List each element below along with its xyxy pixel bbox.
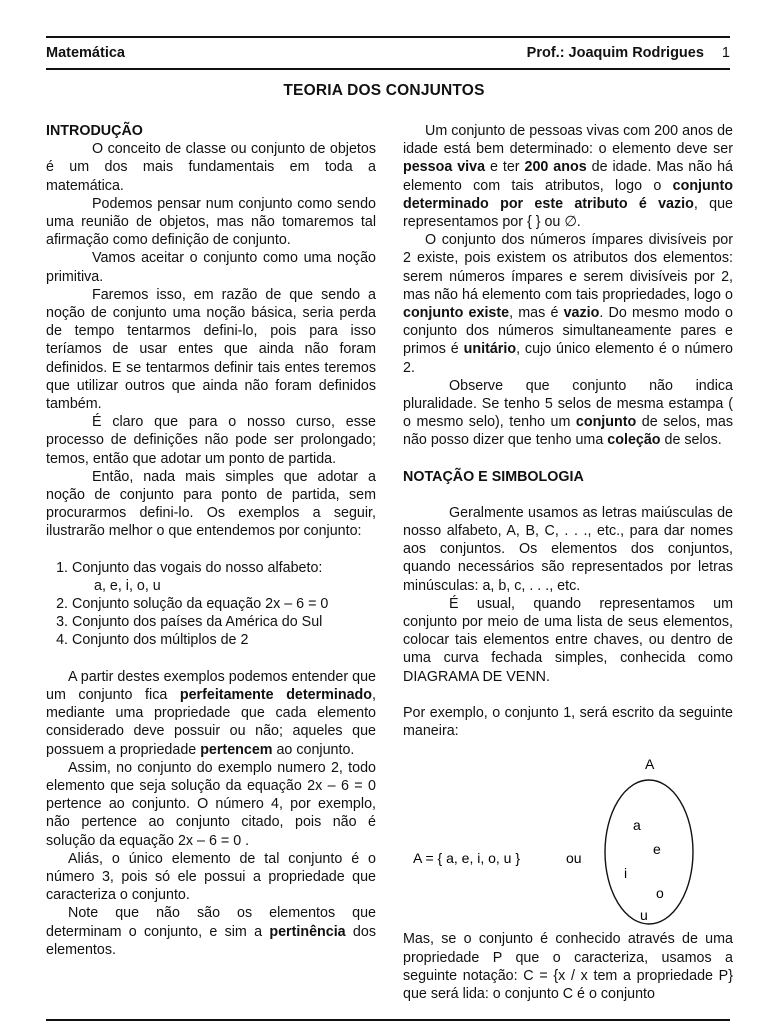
- paragraph: É claro que para o nosso curso, esse processo de definições não pode ser prolongado; temos, então que adotar um ponto de partida.: [46, 414, 376, 467]
- spacer: [403, 450, 733, 468]
- document-title: TEORIA DOS CONJUNTOS: [283, 82, 485, 99]
- list-item-subtext: a, e, i, o, u: [94, 577, 161, 594]
- paragraph: Note que não são os elementos que determinam o conjunto, e sim a pertinência dos elementos.: [46, 905, 376, 958]
- page-header: [46, 36, 730, 70]
- header-author: Prof.: Joaquim Rodrigues: [526, 45, 704, 61]
- paragraph: Faremos isso, em razão de que sendo a noção de conjunto uma noção básica, seria perda de tempo tentarmos defini-lo, pois para isso teríamos de usar entes que ainda não foram definidos. E se tentarmos definir tais entes teremos que utilizar outros que ainda não foram definidos também.: [46, 286, 376, 413]
- venn-set-label: A: [645, 756, 655, 773]
- right-column: [403, 122, 733, 1003]
- paragraph: Observe que conjunto não indica pluralidade. Se tenho 5 selos de mesma estampa ( o mesmo selo), tenho um conjunto de selos, mas não posso dizer que tenho uma coleção de selos.: [403, 377, 733, 449]
- paragraph: Mas, se o conjunto é conhecido através de uma propriedade P que o caracteriza, usamos a seguinte notação: C = {x / x tem a propriedade P} que será lida: o conjunto C é o conjunto: [403, 931, 733, 1002]
- spacer: [403, 486, 733, 504]
- examples-list: [46, 559, 376, 650]
- paragraph: Por exemplo, o conjunto 1, será escrito da seguinte maneira:: [403, 704, 733, 740]
- section-heading-introducao: INTRODUÇÃO: [46, 123, 143, 139]
- footer-rule: [46, 1019, 730, 1021]
- paragraph: Vamos aceitar o conjunto como uma noção primitiva.: [46, 250, 376, 285]
- venn-element: o: [656, 885, 664, 902]
- venn-element: a: [633, 817, 641, 834]
- spacer: [46, 541, 376, 559]
- section-heading-notacao: NOTAÇÃO E SIMBOLOGIA: [403, 468, 584, 485]
- spacer: [46, 650, 376, 668]
- paragraph: O conjunto dos números ímpares divisíveis por 2 existe, pois existem os atributos dos elementos: serem números ímpares e serem divisíveis por 2, mas não há elemento com tais propriedades, logo o conjunto existe, mas é vazio. Do mesmo modo o conjunto dos números simultaneamente pares e primos é unitário, cujo único elemento é o número 2.: [403, 232, 733, 376]
- paragraph: É usual, quando representamos um conjunto por meio de uma lista de seus elementos, colocar tais elementos entre chaves, ou dentro de uma curva fechada simples, conhecida como DIAGRAMA DE VENN.: [403, 595, 733, 685]
- venn-element: u: [640, 907, 648, 924]
- spacer: [403, 686, 733, 704]
- list-item: 4. Conjunto dos múltiplos de 2: [72, 631, 376, 649]
- list-item-text: Conjunto das vogais do nosso alfabeto:: [72, 559, 323, 576]
- venn-element: e: [653, 841, 661, 858]
- paragraph: O conceito de classe ou conjunto de objetos é um dos mais fundamentais em toda a matemática.: [46, 141, 376, 194]
- header-subject: Matemática: [46, 45, 125, 61]
- list-item: 2. Conjunto solução da equação 2x – 6 = 0: [72, 595, 376, 613]
- or-label: ou: [566, 850, 582, 867]
- page-number: 1: [721, 45, 730, 61]
- venn-diagram: [403, 740, 733, 930]
- set-roster-notation: A = { a, e, i, o, u }: [413, 850, 521, 867]
- paragraph: Geralmente usamos as letras maiúsculas de nosso alfabeto, A, B, C, . . ., etc., para dar nomes aos conjuntos. Os elementos dos conjuntos, quando necessários são representados por letras minúsculas: a, b, c, . . ., etc.: [403, 504, 733, 594]
- list-item: 3. Conjunto dos países da América do Sul: [72, 613, 376, 631]
- venn-element: i: [624, 865, 628, 882]
- paragraph: A partir destes exemplos podemos entender que um conjunto fica perfeitamente determinado, mediante uma propriedade que cada elemento considerado deve possuir ou não; aqueles que possuem a propriedade pertencem ao conjunto.: [46, 668, 376, 758]
- venn-diagram-example: [403, 740, 733, 930]
- paragraph: Podemos pensar num conjunto como sendo uma reunião de objetos, mas não tomaremos tal afirmação como definição de conjunto.: [46, 195, 376, 249]
- venn-ellipse: [605, 780, 693, 924]
- left-column: [46, 122, 376, 959]
- paragraph: Assim, no conjunto do exemplo numero 2, todo elemento que seja solução da equação 2x – 6 = 0 pertence ao conjunto. O número 4, por exemplo, não pertence ao conjunto citado, pois não é solução da equação 2x – 6 = 0 .: [46, 759, 376, 849]
- paragraph: Então, nada mais simples que adotar a noção de conjunto para ponto de partida, sem procurarmos defini-lo. Os exemplos a seguir, ilustrarão melhor o que entendemos por conjunto:: [46, 468, 376, 540]
- header-right: [527, 45, 730, 61]
- paragraph: Aliás, o único elemento de tal conjunto é o número 3, pois só ele possui a propriedade que caracteriza o conjunto.: [46, 850, 376, 904]
- list-item: [72, 559, 376, 595]
- paragraph: Um conjunto de pessoas vivas com 200 anos de idade está bem determinado: o elemento deve ser pessoa viva e ter 200 anos de idade. Mas não há elemento com tais atributos, logo o conjunto determinado por este atributo é vazio, que representamos por { } ou ∅.: [403, 123, 734, 231]
